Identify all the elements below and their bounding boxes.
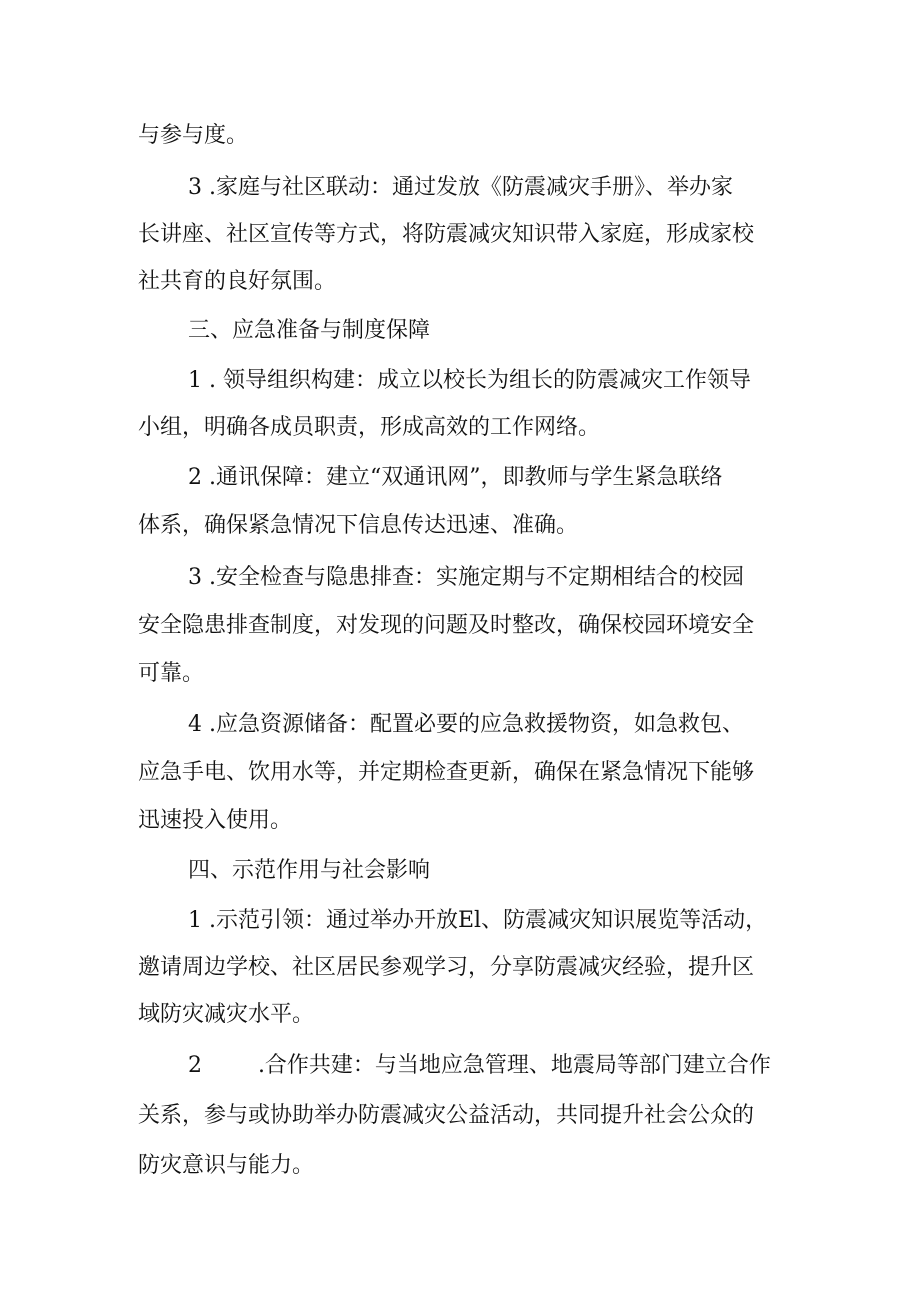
paragraph-line: 2 .通讯保障：建立“双通讯网”，即教师与学生紧急联络 (188, 465, 723, 490)
paragraph-line: 小组，明确各成员职责，形成高效的工作网络。 (138, 415, 601, 440)
paragraph-line: 邀请周边学校、社区居民参观学习，分享防震减灾经验，提升区 (138, 955, 755, 980)
paragraph-line: 1 . 领导组织构建：成立以校长为组长的防震减灾工作领导 (188, 368, 751, 393)
paragraph-line: 安全隐患排查制度，对发现的问题及时整改，确保校园环境安全 (138, 613, 755, 638)
paragraph-line: 应急手电、饮用水等，并定期检查更新，确保在紧急情况下能够 (138, 760, 755, 785)
paragraph-line: 长讲座、社区宣传等方式，将防震减灾知识带入家庭，形成家校 (138, 222, 755, 247)
paragraph-line: 3 .家庭与社区联动：通过发放《防震减灾手册》、举办家 (188, 175, 733, 200)
paragraph-line: 1 .示范引领：通过举办开放El、防震减灾知识展览等活动， (188, 908, 768, 933)
paragraph-line: 与参与度。 (138, 123, 249, 148)
paragraph-line: 3 .安全检查与隐患排查：实施定期与不定期相结合的校园 (188, 565, 744, 590)
section-heading: 四、示范作用与社会影响 (188, 858, 431, 883)
paragraph-line: 防灾意识与能力。 (138, 1153, 315, 1178)
paragraph-line: 社共育的良好氛围。 (138, 269, 337, 294)
paragraph-line: 域防灾减灾水平。 (138, 1002, 315, 1027)
paragraph-line: 2 .合作共建：与当地应急管理、地震局等部门建立合作 (188, 1053, 771, 1078)
paragraph-line: 体系，确保紧急情况下信息传达迅速、准确。 (138, 513, 579, 538)
paragraph-line: 关系，参与或协助举办防震减灾公益活动，共同提升社会公众的 (138, 1103, 755, 1128)
paragraph-line: 可靠。 (138, 661, 205, 686)
paragraph-line: 4 .应急资源储备：配置必要的应急救援物资，如急救包、 (188, 712, 744, 737)
paragraph-line: 迅速投入使用。 (138, 808, 293, 833)
section-heading: 三、应急准备与制度保障 (188, 318, 431, 343)
